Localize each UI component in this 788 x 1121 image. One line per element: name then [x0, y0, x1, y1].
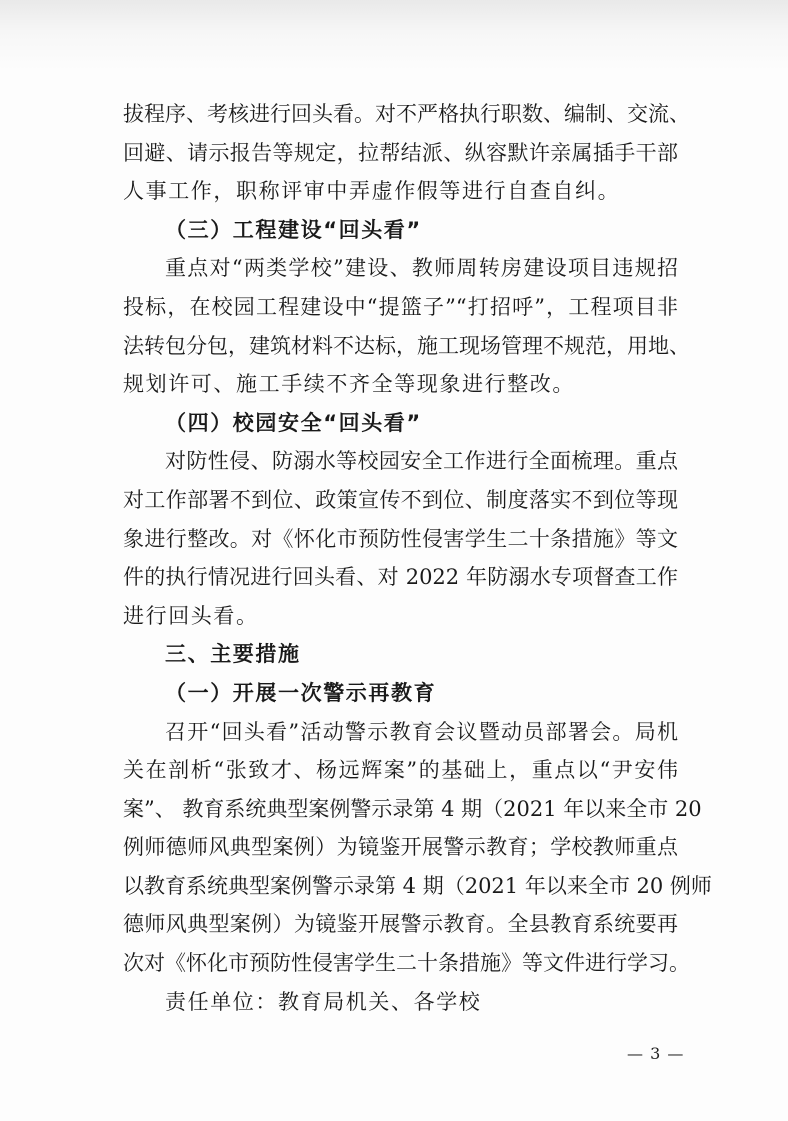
paragraph-line: 投标，在校园工程建设中“提篮子”“打招呼”，工程项目非	[123, 294, 678, 319]
scan-shadow	[0, 0, 788, 70]
subheading-campus-safety: （四）校园安全“回头看”	[165, 410, 422, 435]
paragraph-line: 次对《怀化市预防性侵害学生二十条措施》等文件进行学习。	[123, 951, 690, 976]
paragraph-line: 人事工作，职称评审中弄虚作假等进行自查自纠。	[123, 179, 621, 204]
paragraph-line: 召开“回头看”活动警示教育会议暨动员部署会。局机	[165, 719, 678, 744]
paragraph-line: 进行回头看。	[123, 603, 259, 628]
paragraph-line: 德师风典型案例）为镜鉴开展警示教育。全县教育系统要再	[123, 912, 678, 937]
paragraph-line: 对防性侵、防溺水等校园安全工作进行全面梳理。重点	[165, 449, 678, 474]
paragraph-line: 象进行整改。对《怀化市预防性侵害学生二十条措施》等文	[123, 526, 678, 551]
page-number: — 3 —	[627, 1044, 685, 1063]
subheading-project-construction: （三）工程建设“回头看”	[165, 217, 422, 242]
paragraph-line: 案”、 教育系统典型案例警示录第 4 期（2021 年以来全市 20	[123, 796, 702, 821]
paragraph-line: 关在剖析“张致才、杨远辉案”的基础上，重点以“尹安伟	[123, 758, 678, 783]
paragraph-line: 拔程序、考核进行回头看。对不严格执行职数、编制、交流、	[123, 102, 690, 126]
paragraph-line: 件的执行情况进行回头看、对 2022 年防溺水专项督查工作	[123, 565, 678, 590]
paragraph-line: 对工作部署不到位、政策宣传不到位、制度落实不到位等现	[123, 487, 678, 512]
paragraph-line: 以教育系统典型案例警示录第 4 期（2021 年以来全市 20 例师	[123, 873, 712, 898]
subheading-warning-education: （一）开展一次警示再教育	[165, 680, 437, 705]
section-title-main-measures: 三、主要措施	[165, 642, 301, 667]
paragraph-line: 法转包分包，建筑材料不达标，施工现场管理不规范，用地、	[123, 333, 690, 358]
responsible-unit-line: 责任单位：教育局机关、各学校	[165, 989, 482, 1014]
paragraph-line: 例师德师风典型案例）为镜鉴开展警示教育；学校教师重点	[123, 835, 678, 860]
paragraph-line: 规划许可、施工手续不齐全等现象进行整改。	[123, 372, 575, 397]
paragraph-line: 重点对“两类学校”建设、教师周转房建设项目违规招	[165, 256, 678, 281]
document-body	[123, 95, 712, 1021]
paragraph-line: 回避、请示报告等规定，拉帮结派、纵容默许亲属插手干部	[123, 140, 678, 165]
